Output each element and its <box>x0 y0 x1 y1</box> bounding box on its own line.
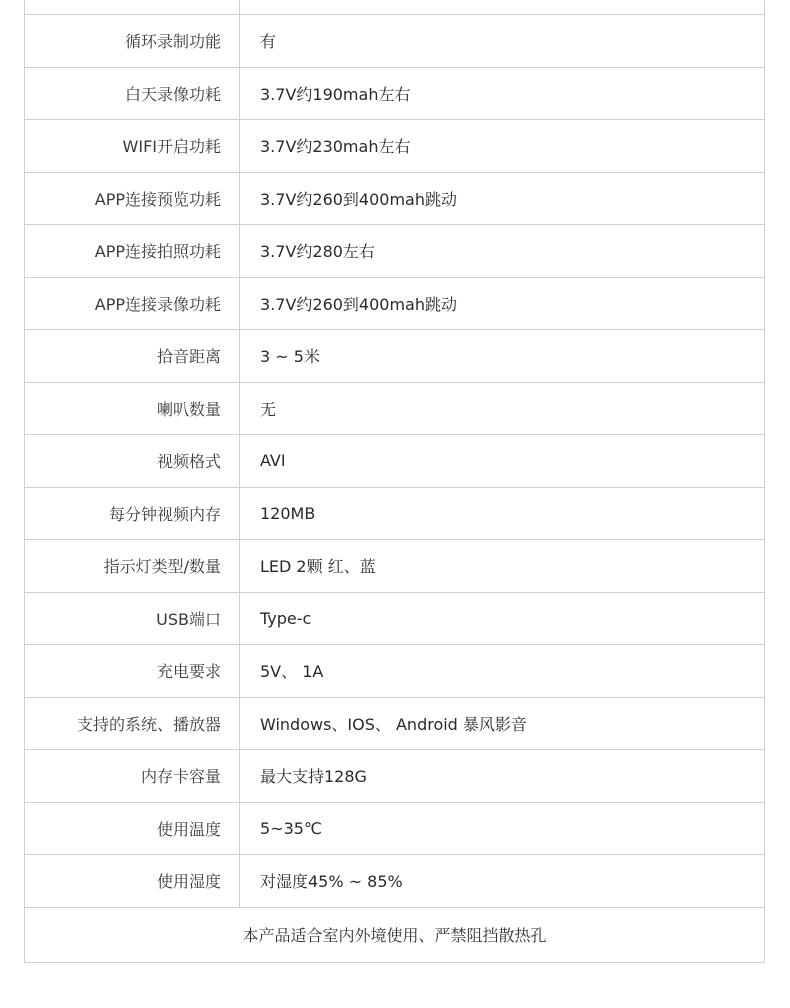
spec-value: 5~35℃ <box>240 802 765 855</box>
spec-label: 内存卡容量 <box>25 750 240 803</box>
spec-table-body <box>25 0 765 962</box>
spec-label: 每分钟视频内存 <box>25 487 240 540</box>
footer-note: 本产品适合室内外境使用、严禁阻挡散热孔 <box>25 907 765 962</box>
spec-label: 拾音距离 <box>25 330 240 383</box>
spec-row-operating-humidity <box>25 855 765 908</box>
spec-row-loop-recording <box>25 15 765 68</box>
spec-value: 有 <box>240 15 765 68</box>
spec-value: 3.7V约230mah左右 <box>240 120 765 173</box>
spec-row-memory-card <box>25 750 765 803</box>
spec-value: 3.7V约280左右 <box>240 225 765 278</box>
spec-row-charging <box>25 645 765 698</box>
spec-value: 对湿度45% ~ 85% <box>240 855 765 908</box>
spec-value: Windows、IOS、 Android 暴风影音 <box>240 697 765 750</box>
spec-value: AVI <box>240 435 765 488</box>
spec-value: 最大支持128G <box>240 750 765 803</box>
spec-label: 指示灯类型/数量 <box>25 540 240 593</box>
spec-value: 无 <box>240 382 765 435</box>
spec-value: 3.7V约260到400mah跳动 <box>240 172 765 225</box>
spec-row-day-recording-power <box>25 67 765 120</box>
spec-row-supported-systems <box>25 697 765 750</box>
spec-value: 120MB <box>240 487 765 540</box>
top-row-value-cell <box>240 0 765 15</box>
spec-label: APP连接拍照功耗 <box>25 225 240 278</box>
spec-label: 喇叭数量 <box>25 382 240 435</box>
spec-row-app-recording-power <box>25 277 765 330</box>
spec-label: WIFI开启功耗 <box>25 120 240 173</box>
spec-value: 3 ~ 5米 <box>240 330 765 383</box>
spec-label: APP连接预览功耗 <box>25 172 240 225</box>
spec-label: USB端口 <box>25 592 240 645</box>
spec-value: 3.7V约260到400mah跳动 <box>240 277 765 330</box>
spec-label: 视频格式 <box>25 435 240 488</box>
spec-value: LED 2颗 红、蓝 <box>240 540 765 593</box>
spec-label: 支持的系统、播放器 <box>25 697 240 750</box>
spec-row-video-format <box>25 435 765 488</box>
table-top-row <box>25 0 765 15</box>
spec-row-operating-temperature <box>25 802 765 855</box>
spec-row-pickup-distance <box>25 330 765 383</box>
spec-label: 循环录制功能 <box>25 15 240 68</box>
spec-table <box>24 0 765 963</box>
spec-value: Type-c <box>240 592 765 645</box>
table-footer-row <box>25 907 765 962</box>
top-row-label-cell <box>25 0 240 15</box>
spec-label: APP连接录像功耗 <box>25 277 240 330</box>
spec-label: 使用温度 <box>25 802 240 855</box>
spec-value: 5V、 1A <box>240 645 765 698</box>
spec-label: 使用湿度 <box>25 855 240 908</box>
spec-label: 充电要求 <box>25 645 240 698</box>
spec-row-speaker-count <box>25 382 765 435</box>
spec-row-video-storage <box>25 487 765 540</box>
spec-row-app-photo-power <box>25 225 765 278</box>
spec-row-indicator-lights <box>25 540 765 593</box>
spec-row-app-preview-power <box>25 172 765 225</box>
spec-row-wifi-power <box>25 120 765 173</box>
spec-value: 3.7V约190mah左右 <box>240 67 765 120</box>
spec-label: 白天录像功耗 <box>25 67 240 120</box>
spec-row-usb-port <box>25 592 765 645</box>
